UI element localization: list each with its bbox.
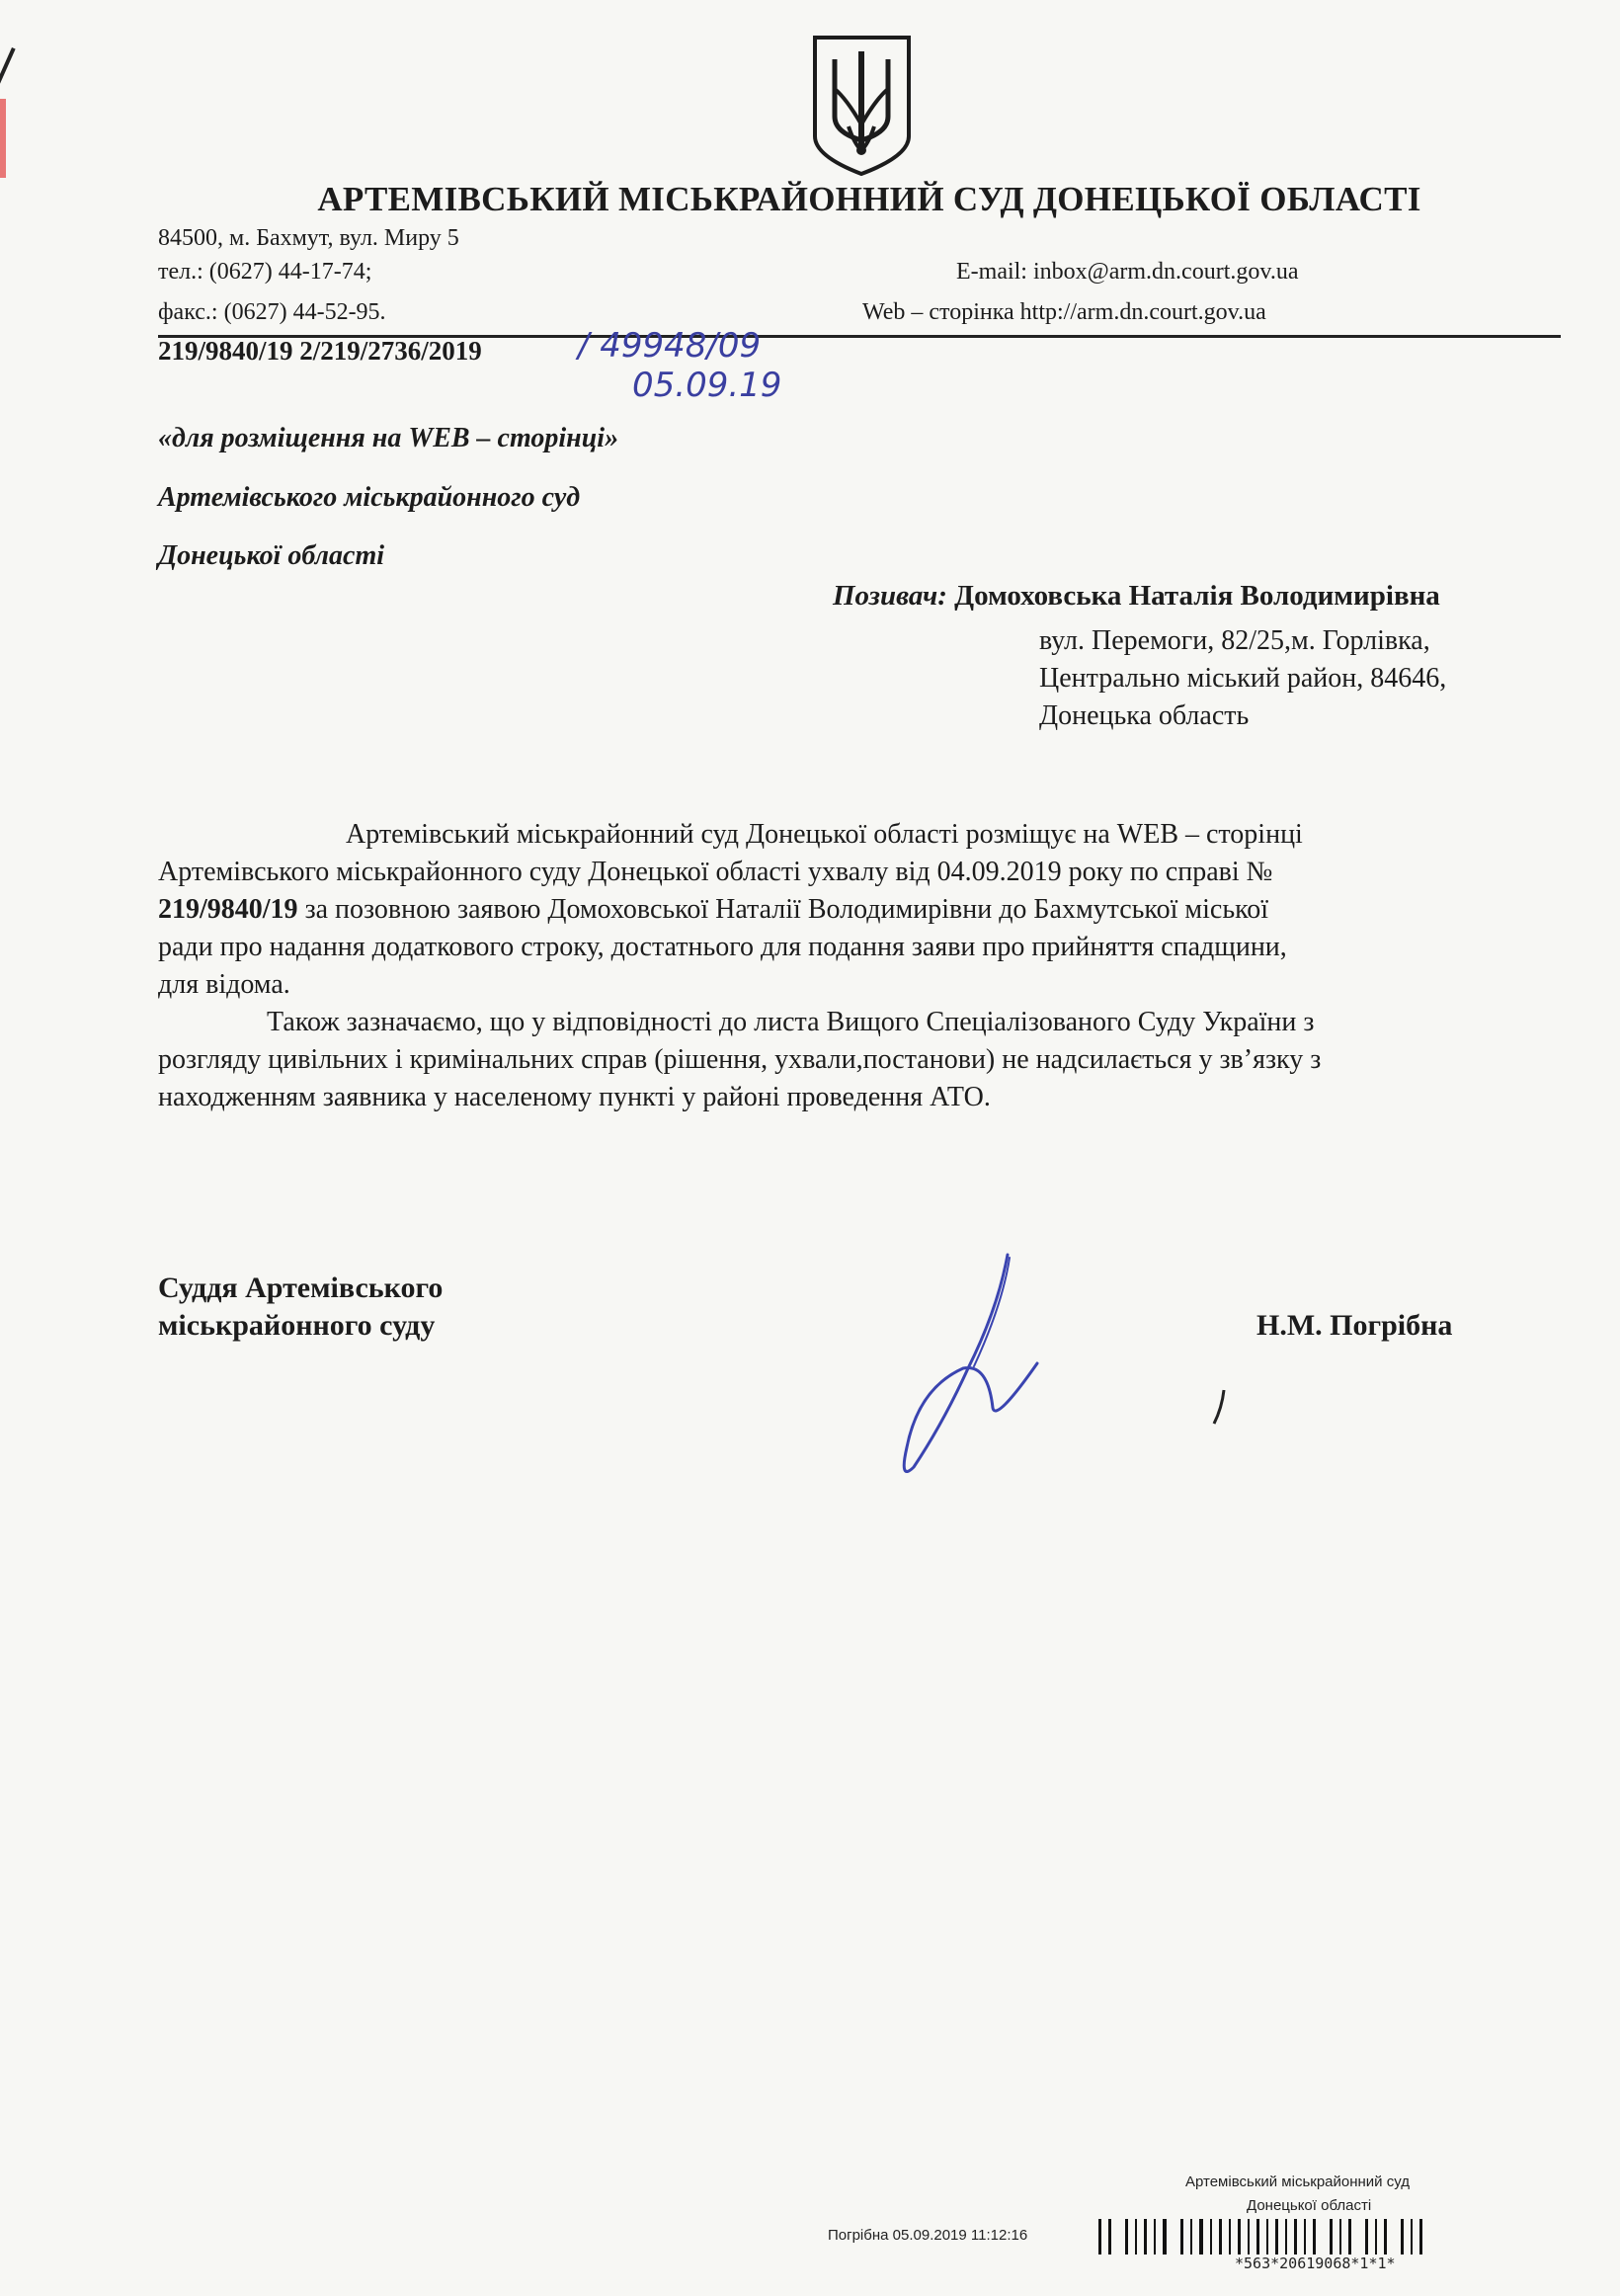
body-p1-line5: для відома. [158,969,290,1000]
court-web: Web – сторінка http://arm.dn.court.gov.ua [862,299,1266,325]
plaintiff-name: Домоховська Наталія Володимирівна [954,580,1440,612]
body-p1-line3-rest: за позовною заявою Домоховської Наталії Володимирівни до Бахмутської міської [297,894,1269,925]
web-note-line1: «для розміщення на WEB – сторінці» [158,423,619,453]
body-p2-line3: находженням заявника у населеному пункті у районі проведення АТО. [158,1082,991,1112]
web-note-line3: Донецької області [158,540,385,571]
handwritten-reg-date: 05.09.19 [632,366,782,405]
footer-stamp: Погрібна 05.09.2019 11:12:16 [828,2227,1028,2244]
barcode-text: *563*20619068*1*1* [1235,2255,1396,2272]
body-p2-line2: розгляду цивільних і кримінальних справ (рішення, ухвали,постанови) не надсилається у зв’язку з [158,1044,1322,1075]
edge-mark [0,99,6,178]
body-p1-line4: ради про надання додаткового строку, достатнього для подання заяви про прийняття спадщини, [158,932,1287,962]
judge-title-1: Суддя Артемівського [158,1271,444,1304]
body-case-number: 219/9840/19 [158,894,298,925]
plaintiff-line [833,580,1440,613]
web-note-line2: Артемівського міськрайонного суд [158,482,581,513]
judge-name: Н.М. Погрібна [1256,1309,1453,1342]
body-p1-line1: Артемівський міськрайонний суд Донецької області розміщує на WEB – сторінці [346,819,1303,850]
court-phone: тел.: (0627) 44-17-74; [158,259,372,285]
court-email: E-mail: inbox@arm.dn.court.gov.ua [956,259,1299,285]
footer-court-line2: Донецької області [1247,2197,1372,2214]
pen-tick [1210,1388,1230,1428]
handwritten-reg-number: / 49948/09 [578,326,762,366]
plaintiff-address-1: вул. Перемоги, 82/25,м. Горлівка, [1039,625,1430,656]
barcode [1098,2219,1573,2255]
body-p1-line3 [158,891,1268,929]
handwritten-signature [889,1250,1067,1477]
plaintiff-address-2: Центрально міський район, 84646, [1039,663,1447,694]
court-title: АРТЕМІВСЬКИЙ МІСЬКРАЙОННИЙ СУД ДОНЕЦЬКОЇ ОБЛАСТІ [317,180,1421,218]
trident-emblem-icon [805,30,919,178]
body-p1-line2: Артемівського міськрайонного суду Донецької області ухвалу від 04.09.2019 року по справі № [158,857,1273,887]
footer-court-line1: Артемівський міськрайонний суд [1185,2173,1410,2190]
plaintiff-label: Позивач: [833,580,947,612]
court-fax: факс.: (0627) 44-52-95. [158,299,386,325]
judge-title-2: міськрайонного суду [158,1309,436,1342]
case-numbers: 219/9840/19 2/219/2736/2019 [158,336,482,366]
body-p2-line1: Також зазначаємо, що у відповідності до листа Вищого Спеціалізованого Суду України з [267,1007,1315,1037]
plaintiff-address-3: Донецька область [1039,700,1250,731]
court-address: 84500, м. Бахмут, вул. Миру 5 [158,225,459,251]
